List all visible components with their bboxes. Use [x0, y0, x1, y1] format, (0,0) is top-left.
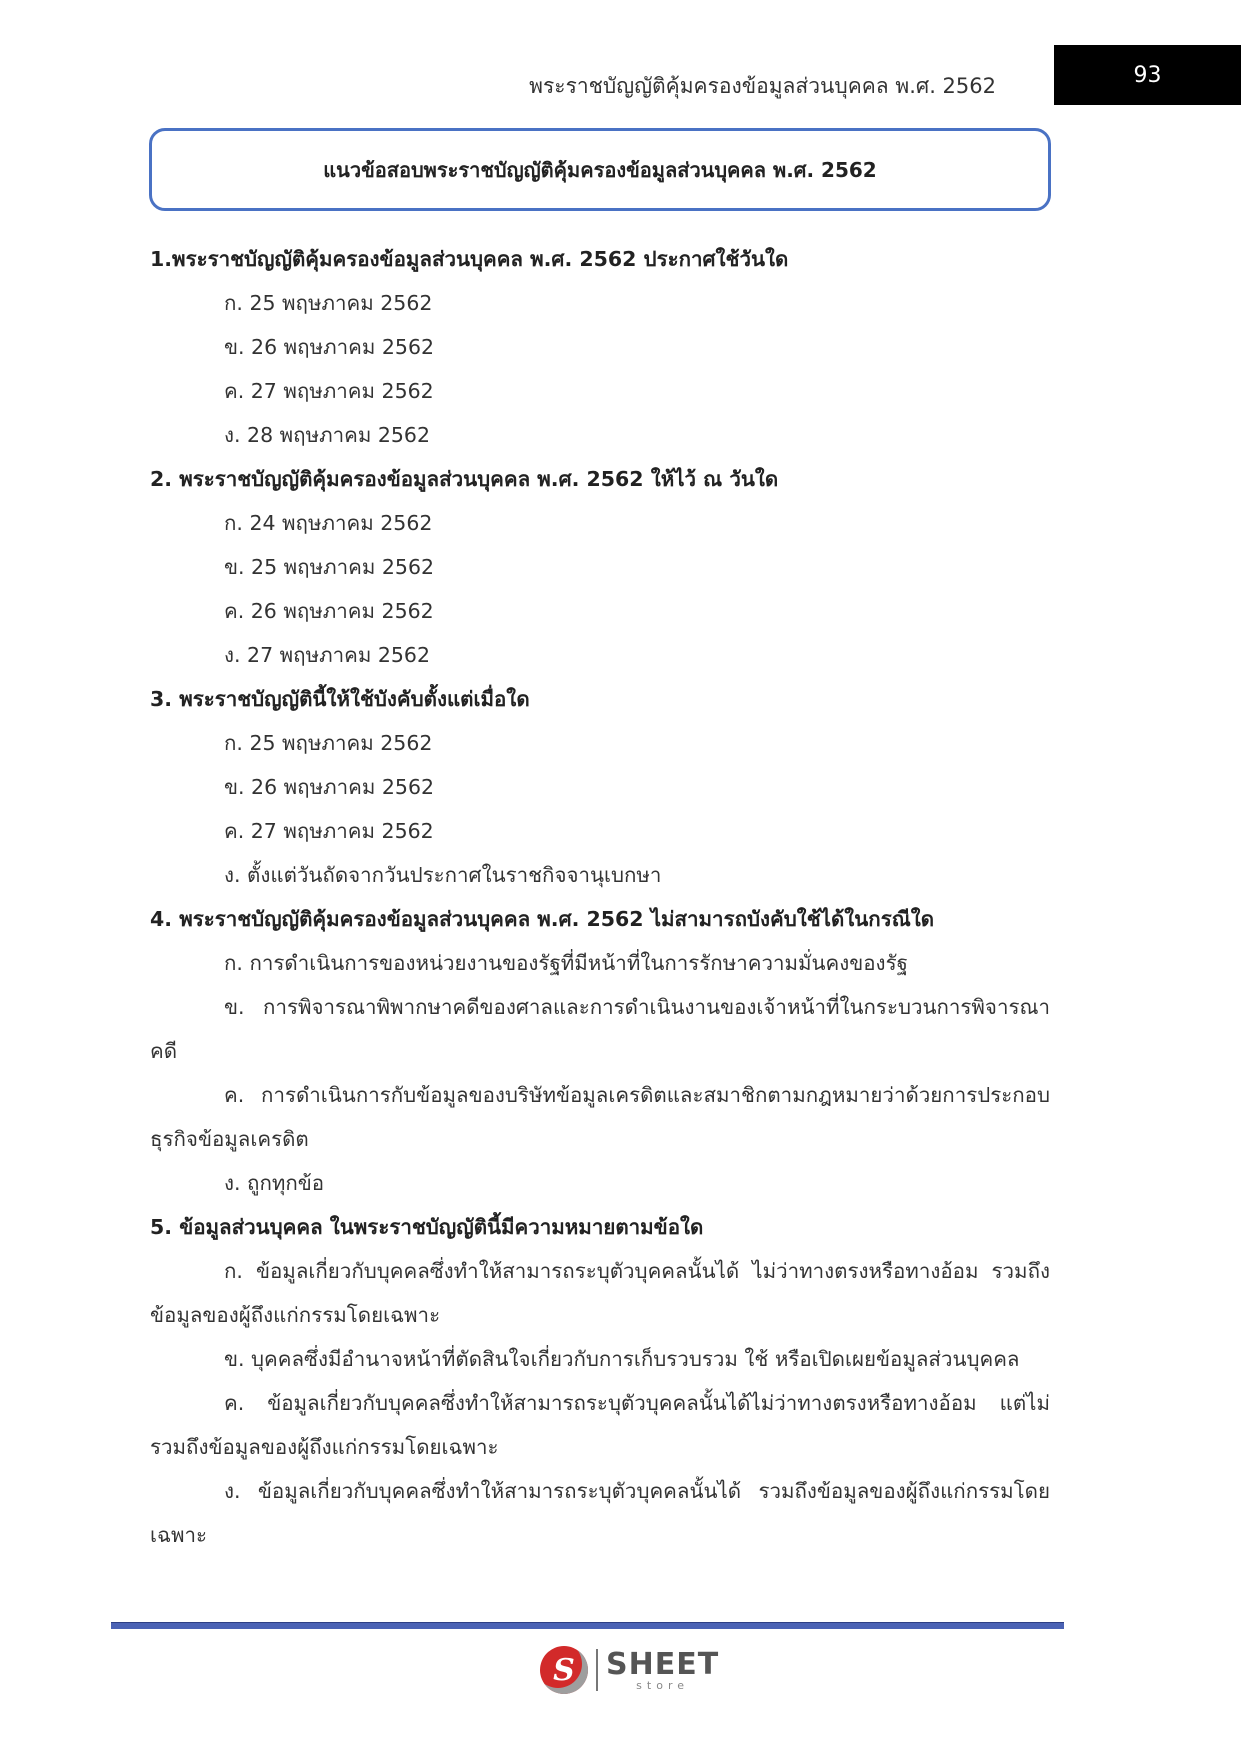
footer-logo [540, 1645, 719, 1695]
question-4-option-c: ค. การดำเนินการกับข้อมูลของบริษัทข้อมูลเครดิตและสมาชิกตามกฎหมายว่าด้วยการประกอบธุรกิจข้อมูลเครดิต [150, 1083, 1050, 1151]
question-5: 5. ข้อมูลส่วนบุคคล ในพระราชบัญญัตินี้มีความหมายตามข้อใด [150, 1215, 704, 1239]
question-5-option-c: ค. ข้อมูลเกี่ยวกับบุคคลซึ่งทำให้สามารถระบุตัวบุคคลนั้นได้ไม่ว่าทางตรงหรือทางอ้อม แต่ไม่รวมถึงข้อมูลของผู้ถึงแก่กรรมโดยเฉพาะ [150, 1391, 1050, 1459]
footer-rule [111, 1622, 1064, 1629]
question-4-option-a: ก. การดำเนินการของหน่วยงานของรัฐที่มีหน้าที่ในการรักษาความมั่นคงของรัฐ [224, 951, 908, 975]
question-1-option-c: ค. 27 พฤษภาคม 2562 [224, 379, 434, 403]
sheet-store-logo-icon: S [540, 1646, 588, 1694]
question-1-option-d: ง. 28 พฤษภาคม 2562 [224, 423, 431, 447]
question-3-option-a: ก. 25 พฤษภาคม 2562 [224, 731, 433, 755]
question-2-option-c: ค. 26 พฤษภาคม 2562 [224, 599, 434, 623]
question-2-option-a: ก. 24 พฤษภาคม 2562 [224, 511, 433, 535]
question-1-option-a: ก. 25 พฤษภาคม 2562 [224, 291, 433, 315]
logo-word: SHEET [606, 1646, 720, 1682]
logo-text [606, 1646, 720, 1692]
question-5-option-b: ข. บุคคลซึ่งมีอำนาจหน้าที่ตัดสินใจเกี่ยวกับการเก็บรวบรวม ใช้ หรือเปิดเผยข้อมูลส่วนบุคคล [224, 1347, 1020, 1371]
question-3: 3. พระราชบัญญัตินี้ให้ใช้บังคับตั้งแต่เมื่อใด [150, 687, 530, 711]
exam-title-box [149, 128, 1051, 211]
exam-title: แนวข้อสอบพระราชบัญญัติคุ้มครองข้อมูลส่วนบุคคล พ.ศ. 2562 [323, 157, 877, 182]
question-2: 2. พระราชบัญญัติคุ้มครองข้อมูลส่วนบุคคล พ.ศ. 2562 ให้ไว้ ณ วันใด [150, 467, 779, 491]
question-4-option-b: ข. การพิจารณาพิพากษาคดีของศาลและการดำเนินงานของเจ้าหน้าที่ในกระบวนการพิจารณาคดี [150, 995, 1050, 1063]
question-3-option-c: ค. 27 พฤษภาคม 2562 [224, 819, 434, 843]
question-5-option-d: ง. ข้อมูลเกี่ยวกับบุคคลซึ่งทำให้สามารถระบุตัวบุคคลนั้นได้ รวมถึงข้อมูลของผู้ถึงแก่กรรมโดยเฉพาะ [150, 1479, 1050, 1547]
question-2-option-b: ข. 25 พฤษภาคม 2562 [224, 555, 435, 579]
question-4: 4. พระราชบัญญัติคุ้มครองข้อมูลส่วนบุคคล พ.ศ. 2562 ไม่สามารถบังคับใช้ได้ในกรณีใด [150, 907, 935, 931]
question-5-option-a: ก. ข้อมูลเกี่ยวกับบุคคลซึ่งทำให้สามารถระบุตัวบุคคลนั้นได้ ไม่ว่าทางตรงหรือทางอ้อม รวมถึงข้อมูลของผู้ถึงแก่กรรมโดยเฉพาะ [150, 1259, 1050, 1327]
question-2-option-d: ง. 27 พฤษภาคม 2562 [224, 643, 431, 667]
page-number-box [1054, 45, 1241, 105]
page-number: 93 [1133, 62, 1162, 88]
running-header: พระราชบัญญัติคุ้มครองข้อมูลส่วนบุคคล พ.ศ. 2562 [529, 74, 996, 98]
question-list [150, 237, 1050, 1557]
question-3-option-b: ข. 26 พฤษภาคม 2562 [224, 775, 435, 799]
logo-sub: store [636, 1678, 689, 1692]
question-3-option-d: ง. ตั้งแต่วันถัดจากวันประกาศในราชกิจจานุเบกษา [224, 863, 662, 887]
question-1-option-b: ข. 26 พฤษภาคม 2562 [224, 335, 435, 359]
logo-divider [596, 1649, 598, 1691]
question-1: 1.พระราชบัญญัติคุ้มครองข้อมูลส่วนบุคคล พ.ศ. 2562 ประกาศใช้วันใด [150, 247, 789, 271]
question-4-option-d: ง. ถูกทุกข้อ [224, 1171, 325, 1195]
